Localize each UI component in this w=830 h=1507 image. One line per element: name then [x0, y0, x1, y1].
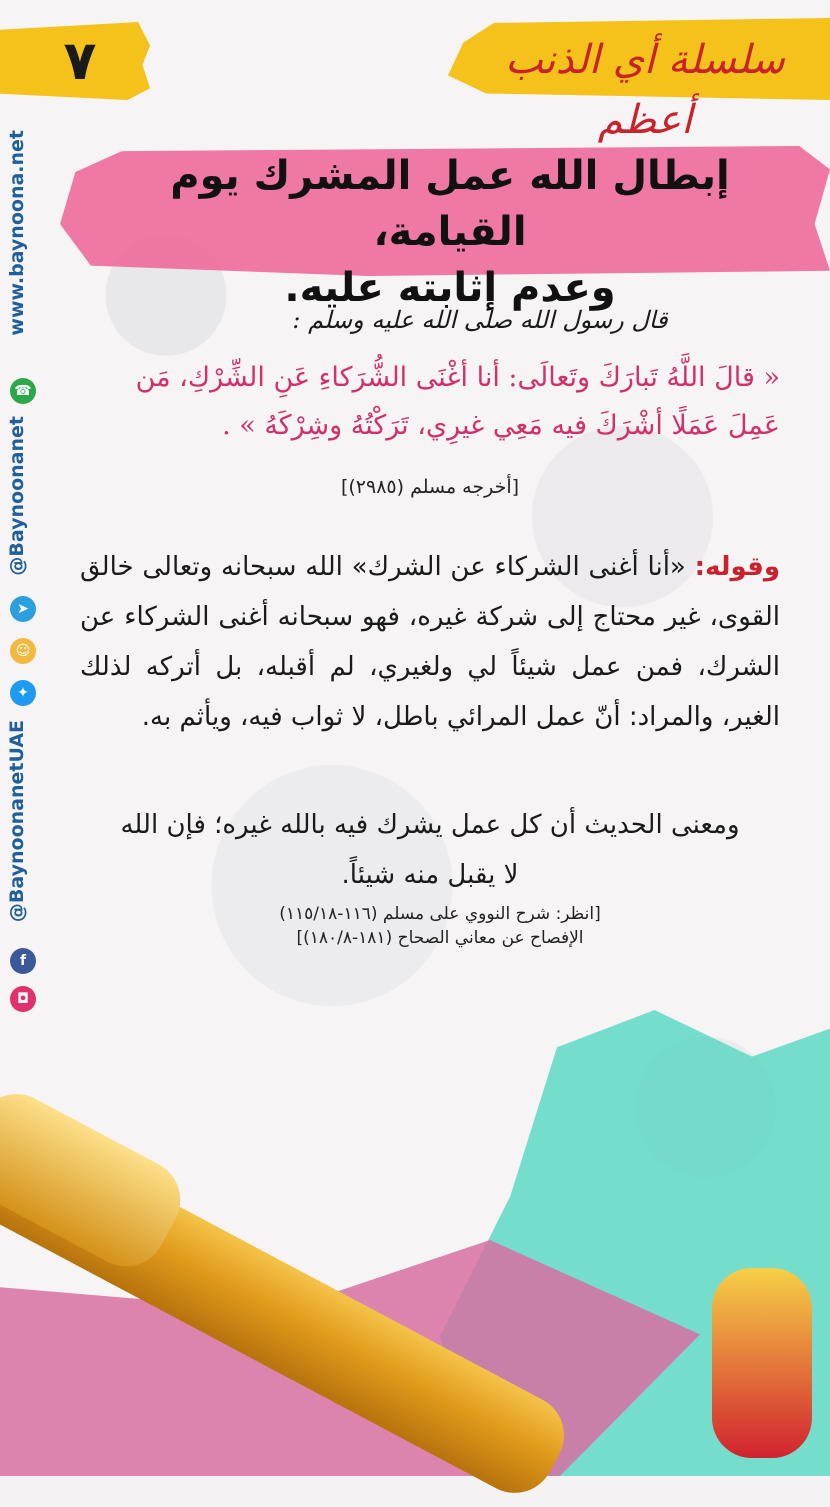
meaning-paragraph: ومعنى الحديث أن كل عمل يشرك فيه بالله غيره؛ فإن الله لا يقبل منه شيئاً. — [120, 810, 740, 890]
page-title — [120, 148, 780, 316]
snapchat-icon[interactable]: ☺ — [10, 638, 36, 664]
website-link[interactable]: www.baynoona.net — [6, 130, 28, 336]
source-line-1: [انظر: شرح النووي على مسلم (١١٦-١١٥/١٨) — [279, 904, 601, 924]
title-line-1: إبطال الله عمل المشرك يوم القيامة، — [170, 153, 730, 255]
hadith-reference: [أخرجه مسلم (٢٩٨٥)] — [340, 476, 520, 498]
hadith-intro: قال رسول الله صلى الله عليه وسلم : — [292, 306, 668, 334]
series-title: سلسلة أي الذنب أعظم — [505, 37, 785, 143]
source-line-2: الإفصاح عن معاني الصحاح (١٨١-١٨٠/٨)] — [296, 928, 584, 948]
explanation-label: وقوله: — [694, 552, 781, 582]
social-bar — [6, 130, 40, 1030]
title-line-2: وعدم إثابته عليه. — [284, 265, 616, 311]
whatsapp-icon[interactable]: ☎ — [10, 378, 36, 404]
telegram-icon[interactable]: ➤ — [10, 596, 36, 622]
twitter-icon[interactable]: ✦ — [10, 680, 36, 706]
explanation-text: «أنا أغنى الشركاء عن الشرك» الله سبحانه وتعالى خالق القوى، غير محتاج إلى شركة غيره، فهو سبحانه أغنى الشركاء عن الشرك، فمن عمل شيئاً لي ولغيري، لم أقبله، بل أتركه لذلك الغير، والمراد: أنّ عمل المرائي باطل، لا ثواب فيه، ويأثم به. — [80, 552, 780, 732]
explanation-paragraph — [80, 542, 780, 742]
hadith-text: « قالَ اللَّهُ تَبارَكَ وتَعالَى: أنا أغْنَى الشُّرَكاءِ عَنِ الشِّرْكِ، مَن عَمِلَ عَمَلًا أشْرَكَ فيه مَعِي غيرِي، تَرَكْتُهُ وشِرْكَهُ » . — [135, 362, 780, 441]
sources-reference — [220, 902, 660, 950]
facebook-icon[interactable]: f — [10, 948, 36, 974]
handle-baynoonanet[interactable]: @Baynoonanet — [6, 416, 28, 576]
episode-number: ٧ — [63, 29, 97, 92]
instagram-icon[interactable]: ◘ — [10, 986, 36, 1012]
handle-baynoonanetuae[interactable]: @BaynoonanetUAE — [6, 720, 28, 923]
baynoona-logo — [712, 1268, 812, 1458]
